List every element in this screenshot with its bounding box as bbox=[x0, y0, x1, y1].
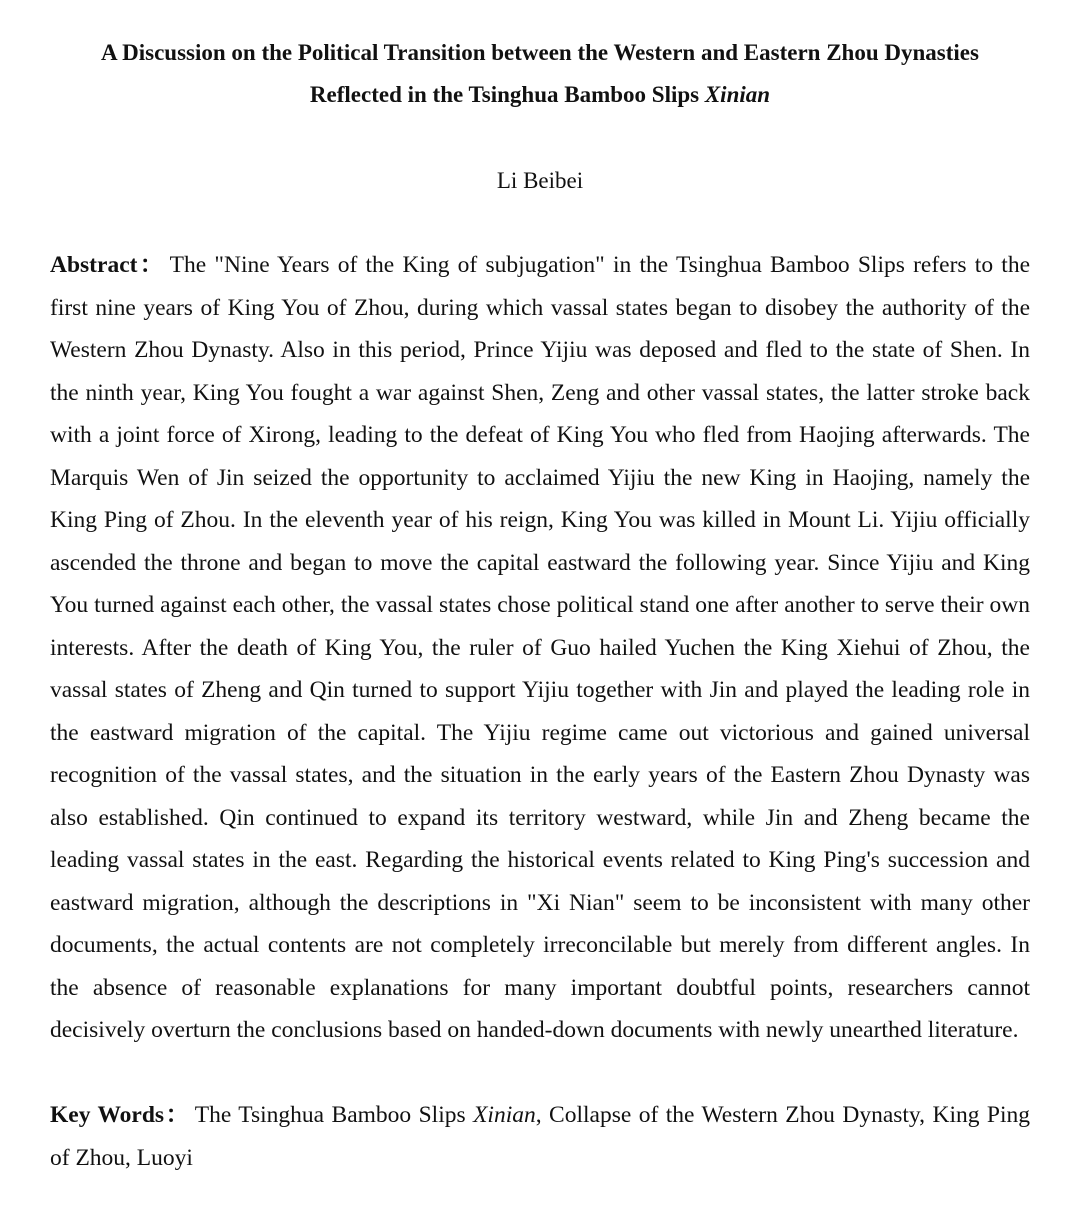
keywords-italic-xinian: Xinian bbox=[473, 1102, 536, 1128]
keywords-text-suffix: , Collapse of the Western Zhou Dynasty, King Ping of Zhou, Luoyi bbox=[50, 1102, 1031, 1171]
title-italic-xinian: Xinian bbox=[704, 82, 771, 107]
abstract-separator: ： bbox=[137, 252, 166, 278]
keywords-separator: ： bbox=[164, 1102, 191, 1128]
keywords-label: Key Words bbox=[50, 1102, 165, 1128]
title-line-2-text: Reflected in the Tsinghua Bamboo Slips bbox=[309, 82, 705, 107]
author-name: Li Beibei bbox=[496, 168, 584, 193]
abstract-text: The "Nine Years of the King of subjugation" in the Tsinghua Bamboo Slips refers to the first nine years of King You of Zhou, during which vassal states began to disobey the authority of the Western Zhou Dynasty. Also in this period, Prince Yijiu was deposed and fled to the state of Shen. In the ninth year, King You fought a war against Shen, Zeng and other vassal states, the latter stroke back with a joint force of Xirong, leading to the defeat of King You who fled from Haojing afterwards. The Marquis Wen of Jin seized the opportunity to acclaimed Yijiu the new King in Haojing, namely the King Ping of Zhou. In the eleventh year of his reign, King You was killed in Mount Li. Yijiu officially ascended the throne and began to move the capital eastward the following year. Since Yijiu and King You turned against each other, the vassal states chose political stand one after another to serve their own interests. After the death of King You, the ruler of Guo hailed Yuchen the King Xiehui of Zhou, the vassal states of Zheng and Qin turned to support Yijiu together with Jin and played the leading role in the eastward migration of the capital. The Yijiu regime came out victorious and gained universal recognition of the vassal states, and the situation in the early years of the Eastern Zhou Dynasty was also established. Qin continued to expand its territory westward, while Jin and Zheng became the leading vassal states in the east. Regarding the historical events related to King Ping's succession and eastward migration, although the descriptions in "Xi Nian" seem to be inconsistent with many other documents, the actual contents are not completely irreconcilable but merely from different angles. In the absence of reasonable explanations for many important doubtful points, researchers cannot decisively overturn the conclusions based on handed-down documents with newly unearthed literature. bbox=[50, 252, 1031, 1043]
abstract-label: Abstract bbox=[50, 252, 138, 278]
keywords-text-prefix: The Tsinghua Bamboo Slips bbox=[194, 1102, 474, 1128]
keywords-paragraph bbox=[50, 1094, 1030, 1179]
paper-page bbox=[50, 0, 1030, 1211]
abstract-paragraph bbox=[50, 244, 1030, 1052]
paper-title-line-1: A Discussion on the Political Transition between the Western and Eastern Zhou Dynasties bbox=[101, 40, 979, 65]
paper-title-line-2 bbox=[50, 74, 1030, 116]
